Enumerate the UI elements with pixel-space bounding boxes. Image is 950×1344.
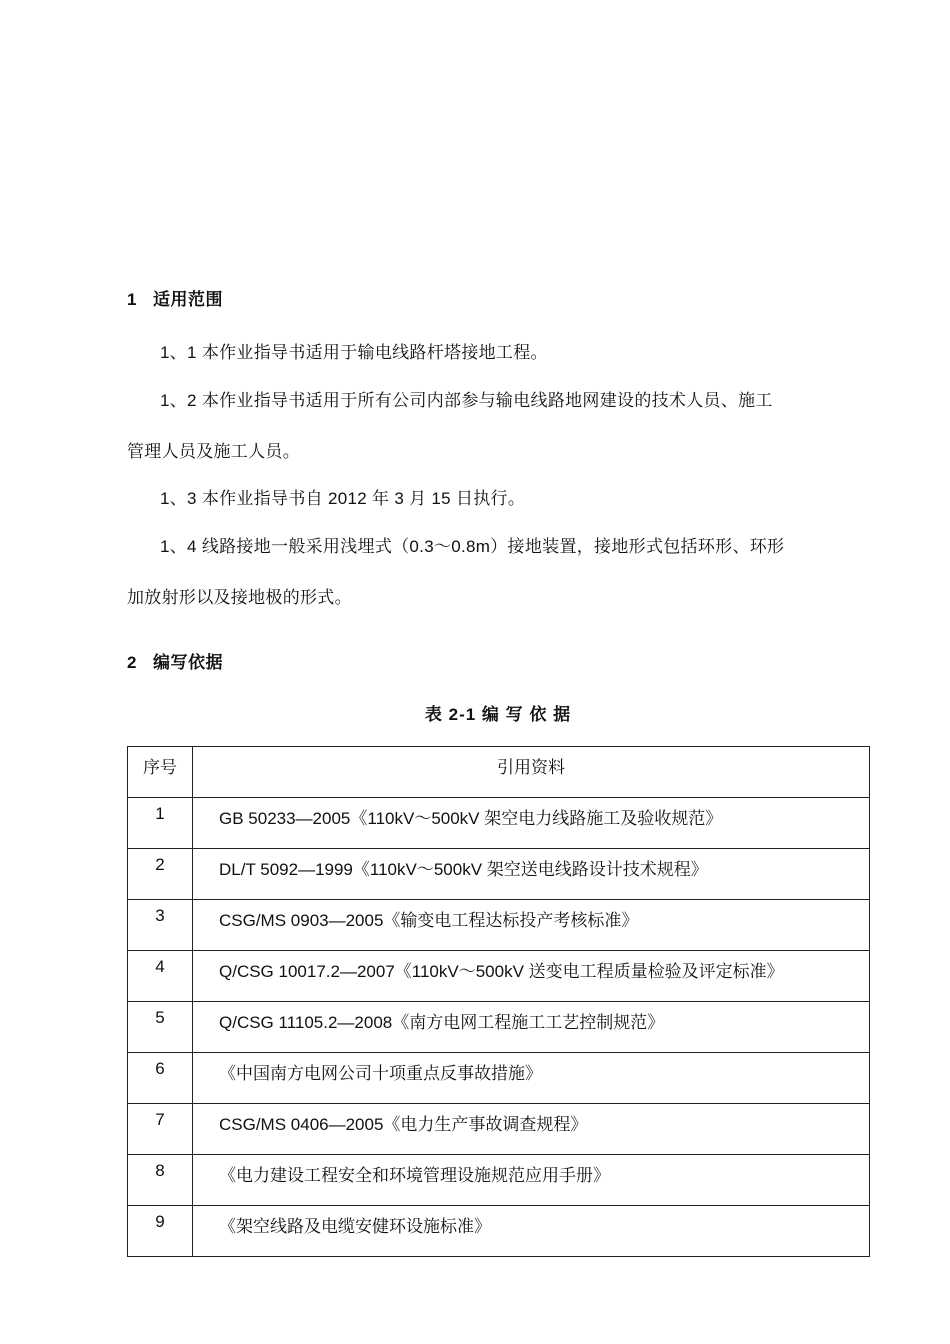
table-row <box>128 1155 870 1206</box>
table-row <box>128 951 870 1002</box>
row-reference: 《中国南方电网公司十项重点反事故措施》 <box>193 1053 870 1104</box>
row-reference: 《电力建设工程安全和环境管理设施规范应用手册》 <box>193 1155 870 1206</box>
row-reference: Q/CSG 11105.2—2008《南方电网工程施工工艺控制规范》 <box>193 1002 870 1053</box>
row-number: 4 <box>128 951 193 1002</box>
row-reference: GB 50233—2005《110kV～500kV 架空电力线路施工及验收规范》 <box>193 798 870 849</box>
table-row <box>128 1002 870 1053</box>
table-row <box>128 1104 870 1155</box>
table-header-row <box>128 747 870 798</box>
paragraph-1-4-line-1: 1、4 线路接地一般采用浅埋式（0.3～0.8m）接地装置，接地形式包括环形、环形 <box>160 537 785 556</box>
row-number: 7 <box>128 1104 193 1155</box>
row-reference: DL/T 5092—1999《110kV～500kV 架空送电线路设计技术规程》 <box>193 849 870 900</box>
row-reference: 《架空线路及电缆安健环设施标准》 <box>193 1206 870 1257</box>
table-row <box>128 900 870 951</box>
row-number: 2 <box>128 849 193 900</box>
paragraph-1-2-line-1: 1、2 本作业指导书适用于所有公司内部参与输电线路地网建设的技术人员、施工 <box>160 391 773 410</box>
section-1-number: 1 <box>127 290 137 309</box>
paragraph-1-1: 1、1 本作业指导书适用于输电线路杆塔接地工程。 <box>160 343 548 362</box>
paragraph-1-4-line-2: 加放射形以及接地极的形式。 <box>127 588 352 607</box>
header-serial-number: 序号 <box>128 747 193 798</box>
header-reference: 引用资料 <box>193 747 870 798</box>
row-reference: CSG/MS 0903—2005《输变电工程达标投产考核标准》 <box>193 900 870 951</box>
references-table <box>127 746 870 1257</box>
table-row <box>128 1053 870 1104</box>
paragraph-1-3: 1、3 本作业指导书自 2012 年 3 月 15 日执行。 <box>160 489 526 508</box>
row-number: 8 <box>128 1155 193 1206</box>
section-2-heading <box>127 648 223 673</box>
row-reference: Q/CSG 10017.2—2007《110kV～500kV 送变电工程质量检验及评定标准》 <box>193 951 870 1002</box>
row-number: 5 <box>128 1002 193 1053</box>
section-2-number: 2 <box>127 653 137 672</box>
section-1-title: 适用范围 <box>153 290 223 309</box>
row-number: 9 <box>128 1206 193 1257</box>
table-row <box>128 849 870 900</box>
table-caption: 表 2-1 编 写 依 据 <box>424 705 572 724</box>
table-row <box>128 798 870 849</box>
row-reference: CSG/MS 0406—2005《电力生产事故调查规程》 <box>193 1104 870 1155</box>
row-number: 1 <box>128 798 193 849</box>
row-number: 3 <box>128 900 193 951</box>
section-2-title: 编写依据 <box>153 653 223 672</box>
table-row <box>128 1206 870 1257</box>
row-number: 6 <box>128 1053 193 1104</box>
section-1-heading <box>127 285 223 310</box>
paragraph-1-2-line-2: 管理人员及施工人员。 <box>127 442 300 461</box>
